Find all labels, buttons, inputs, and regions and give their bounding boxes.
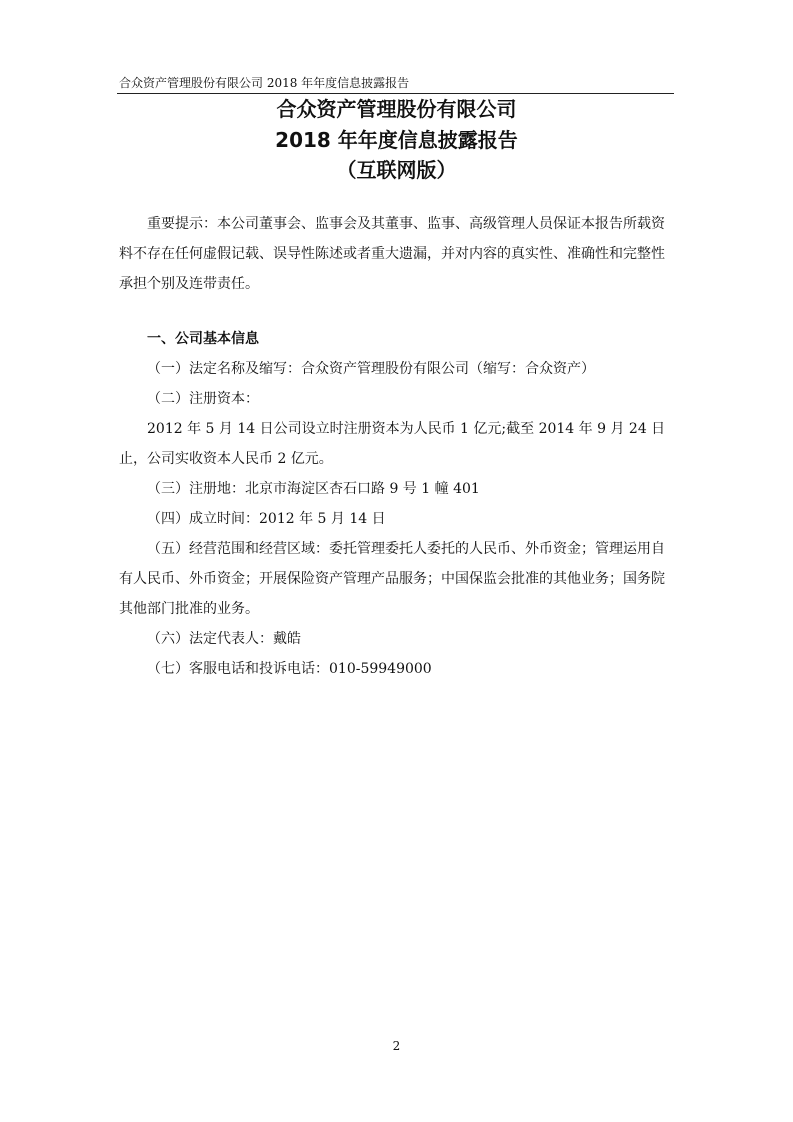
section-heading-basic-info: 一、公司基本信息 bbox=[147, 331, 259, 347]
info-item-business-scope: （五）经营范围和经营区域：委托管理委托人委托的人民币、外币资金；管理运用自有人民币、外币资金；开展保险资产管理产品服务；中国保监会批准的其他业务；国务院其他部门批准的业务。 bbox=[119, 541, 665, 617]
document-title-company: 合众资产管理股份有限公司 bbox=[276, 97, 517, 121]
info-item-founding-date: （四）成立时间：2012 年 5 月 14 日 bbox=[147, 511, 386, 527]
info-item-registered-capital-detail: 2012 年 5 月 14 日公司设立时注册资本为人民币 1 亿元;截至 2014 年 9 月 24 日止，公司实收资本人民币 2 亿元。 bbox=[119, 421, 666, 467]
running-header: 合众资产管理股份有限公司 2018 年年度信息披露报告 bbox=[119, 76, 410, 90]
page-number: 2 bbox=[392, 1039, 401, 1053]
important-notice: 重要提示：本公司董事会、监事会及其董事、监事、高级管理人员保证本报告所载资料不存在任何虚假记载、误导性陈述或者重大遗漏，并对内容的真实性、准确性和完整性承担个别及连带责任。 bbox=[119, 216, 665, 292]
info-item-registered-capital-label: （二）注册资本： bbox=[147, 391, 259, 407]
info-item-service-phone: （七）客服电话和投诉电话：010-59949000 bbox=[147, 661, 432, 677]
info-item-legal-representative: （六）法定代表人：戴皓 bbox=[147, 631, 301, 647]
info-item-legal-name: （一）法定名称及缩写：合众资产管理股份有限公司（缩写：合众资产） bbox=[147, 361, 595, 377]
document-title-report: 2018 年年度信息披露报告 bbox=[275, 128, 518, 152]
basic-info-list bbox=[119, 354, 674, 684]
document-title-edition: （互联网版） bbox=[336, 158, 457, 182]
header-divider bbox=[117, 93, 674, 94]
info-item-registered-address: （三）注册地：北京市海淀区杏石口路 9 号 1 幢 401 bbox=[147, 481, 480, 497]
